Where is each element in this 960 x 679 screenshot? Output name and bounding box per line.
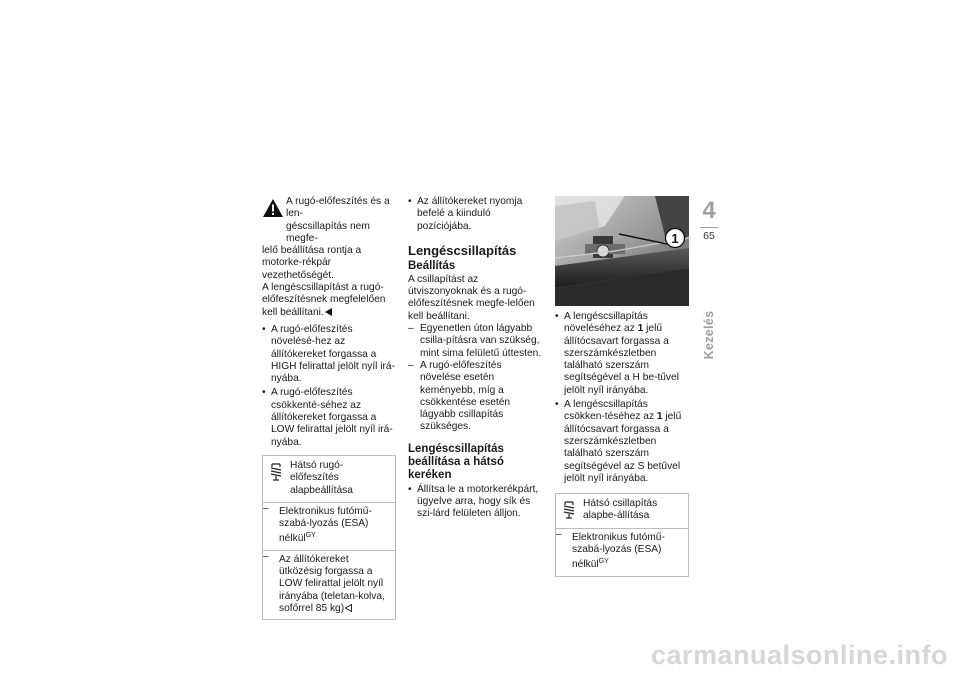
subsection-heading: Beállítás — [408, 259, 456, 272]
watermark: carmanualsonline.info — [650, 640, 948, 670]
spec-box-header — [556, 494, 688, 529]
spec-row — [263, 503, 395, 551]
end-mark-outline-icon — [345, 604, 352, 612]
spec-row-sup: GY — [305, 532, 316, 540]
bullet-text: A lengéscsillapítás csökken-téséhez az — [564, 399, 657, 423]
warning-text-2: géscsillapítás nem megfe- — [286, 220, 370, 244]
chapter-divider — [700, 227, 718, 228]
bullet-item: • A rugó-előfeszítés növelésé-hez az állítókereket forgassa a HIGH felirattal jelölt nyíl irá-nyába. — [262, 324, 396, 385]
bullet-bold-ref: 1 — [656, 411, 663, 423]
bullet-item — [555, 311, 689, 397]
column-middle — [408, 196, 543, 521]
spring-adjust-icon — [269, 462, 283, 482]
spec-box-damping — [555, 493, 689, 576]
dash-item: – A rugó-előfeszítés növelése esetén keményebb, míg a csökkentése esetén lágyabb csillapítás szükséges. — [408, 360, 543, 434]
spec-row-text: Elektronikus futómű-szabá-lyozás (ESA) nélkül — [572, 531, 665, 571]
spec-box-preload — [262, 455, 396, 620]
bullet-item: • Az állítókereket nyomja befelé a kiinduló pozíciójába. — [408, 196, 543, 233]
bullet-item: • A rugó-előfeszítés csökkenté-séhez az állítókereket forgassa a LOW felirattal jelölt nyíl irá-nyába. — [262, 387, 396, 448]
spec-box-header — [263, 456, 395, 503]
spec-row-text: Elektronikus futómű-szabá-lyozás (ESA) nélkül — [279, 505, 372, 545]
warning-block — [262, 196, 396, 282]
warning-triangle-icon — [262, 198, 284, 218]
section-heading: Lengéscsillapítás — [408, 242, 517, 258]
dash-item: – Egyenetlen úton lágyabb csilla-pításra van szükség, mint sima felületű úttesten. — [408, 323, 543, 360]
chapter-number: 4 — [702, 197, 716, 224]
spring-adjust-icon — [562, 500, 576, 520]
spec-row — [556, 529, 688, 576]
bullet-bold-ref: 1 — [637, 323, 644, 335]
paragraph: A csillapítást az útviszonyoknak és a rugó-előfeszítésnek megfe-lelően kell beállítani. — [408, 273, 535, 322]
bullet-item: • Állítsa le a motorkerékpárt, ügyelve arra, hogy sík és szi-lárd felületen álljon. — [408, 484, 543, 521]
end-mark-icon — [325, 308, 332, 316]
bullet-text: A lengéscsillapítás növeléséhez az — [564, 311, 648, 335]
bullet-text: jelű állítócsavart forgassa a szerszámkészletben található szerszám segítségével az S betűvel jelölt nyíl irányába. — [564, 411, 682, 484]
photo-illustration — [555, 196, 689, 306]
spec-box-title: Hátsó rugó-előfeszítés alapbeállítása — [290, 459, 353, 496]
chapter-label-text: Kezelés — [702, 310, 716, 360]
bullet-text: jelű állítócsavart forgassa a szerszámkészletben található szerszám segítségével a H be-tűvel jelölt nyíl irányába. — [564, 323, 679, 396]
chapter-label — [701, 305, 717, 365]
warning-text-1: A rugó-előfeszítés és a len- — [286, 196, 390, 220]
column-left — [262, 196, 396, 620]
callout-number: 1 — [671, 231, 679, 246]
adjust-note — [262, 282, 396, 319]
bullet-item — [555, 399, 689, 485]
spec-row-text: Az állítókereket ütközésig forgassa a LOW felirattal jelölt nyíl irányába (teletan-kolva, sofőrrel 85 kg) — [279, 553, 385, 614]
shock-absorber-photo — [555, 196, 689, 306]
spec-row — [263, 551, 395, 619]
spec-row-sup: GY — [598, 558, 609, 566]
column-right — [555, 311, 689, 577]
adjust-note-text: A lengéscsillapítást a rugó-előfeszítésnek megfelelően kell beállítani. — [262, 282, 386, 318]
spec-box-title: Hátsó csillapítás alapbe-állítása — [583, 498, 658, 522]
warning-text-3: lelő beállítása rontja a motorke-rékpár vezethetőségét. — [262, 245, 362, 281]
page-number: 65 — [703, 230, 715, 242]
subsection-heading: Lengéscsillapítás beállítása a hátsó keréken — [408, 442, 504, 481]
